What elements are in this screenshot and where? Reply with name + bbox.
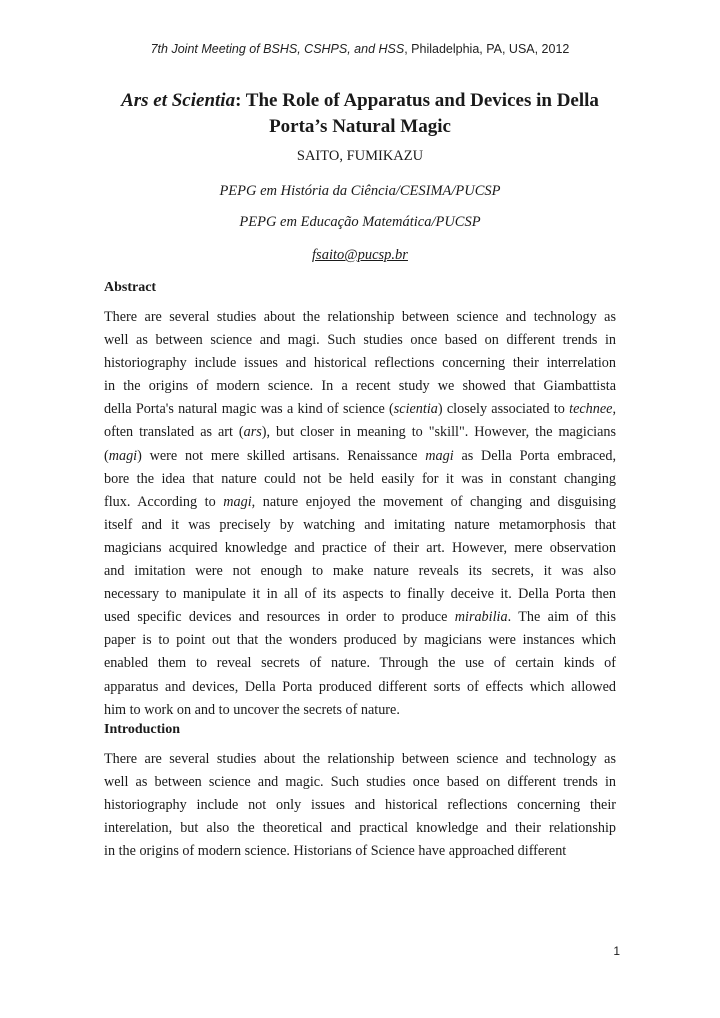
text-run: in the origins of modern science. In a recent study we showed that Giambattista: [104, 378, 616, 395]
text-run: There are several studies about the relationship between science and technology as: [104, 751, 616, 767]
text-line: [104, 840, 616, 863]
text-line: [104, 629, 616, 652]
text-run: him to work on and to uncover the secrets of nature.: [104, 701, 400, 718]
italic-term: magi: [425, 447, 454, 464]
affiliation-2: PEPG em Educação Matemática/PUCSP: [239, 214, 481, 230]
text-line: [104, 329, 616, 352]
text-line: [104, 606, 616, 629]
italic-term: magi: [223, 493, 252, 510]
text-line: [104, 398, 616, 421]
text-run: enabled them to reveal secrets of nature. Through the use of certain kinds of: [104, 655, 616, 672]
abstract-heading: Abstract: [104, 280, 157, 295]
italic-term: scientia: [393, 401, 438, 418]
text-line: [104, 352, 616, 375]
text-run: necessary to manipulate it in all of its aspects to finally deceive it. Della Porta then: [104, 586, 616, 603]
text-run: historiography include issues and historical reflections concerning their interrelation: [104, 355, 616, 372]
text-line: [104, 748, 616, 771]
italic-term: technee: [569, 401, 613, 418]
text-line: [104, 306, 616, 329]
text-run: ), but closer in meaning to "skill". However, the magicians: [261, 424, 616, 441]
text-line: [104, 537, 616, 560]
abstract-body: [104, 306, 616, 722]
text-run: ,: [612, 401, 616, 418]
text-run: paper is to point out that the wonders produced by magicians were instances which: [104, 632, 616, 649]
running-header-location: , Philadelphia, PA, USA, 2012: [404, 42, 570, 56]
text-line: [104, 491, 616, 514]
text-line: [104, 468, 616, 491]
text-run: ) were not mere skilled artisans. Renaissance: [137, 447, 426, 464]
introduction-body: [104, 748, 616, 863]
text-line: [104, 794, 616, 817]
text-run: (: [104, 447, 109, 464]
text-run: flux. According to: [104, 493, 224, 510]
text-run: apparatus and devices, Della Porta produced different sorts of effects which allowed: [104, 678, 616, 695]
paper-title: [90, 88, 630, 140]
text-line: [104, 699, 616, 722]
text-line: [104, 817, 616, 840]
text-line: [104, 375, 616, 398]
text-line: [104, 560, 616, 583]
text-line: [104, 771, 616, 794]
introduction-heading: Introduction: [104, 722, 180, 737]
text-line: [104, 445, 616, 468]
text-run: in the origins of modern science. Historians of Science have approached different: [104, 843, 567, 860]
text-run: There are several studies about the relationship between science and technology as: [104, 309, 616, 325]
paper-title-rest: : The Role of Apparatus and Devices in Della Porta’s Natural Magic: [235, 90, 599, 137]
text-run: . The aim of this: [507, 609, 616, 626]
italic-term: magi: [108, 447, 138, 464]
text-line: [104, 583, 616, 606]
text-line: [104, 514, 616, 537]
text-run: as Della Porta embraced,: [453, 447, 616, 464]
text-run: , nature enjoyed the movement of changing and disguising: [251, 493, 616, 510]
italic-term: mirabilia: [454, 609, 508, 626]
author-name: SAITO, FUMIKAZU: [296, 148, 424, 164]
affiliation-1: PEPG em História da Ciência/CESIMA/PUCSP: [219, 183, 501, 199]
running-header: [0, 42, 720, 56]
text-line: [104, 676, 616, 699]
text-run: interelation, but also the theoretical and practical knowledge and their relationship: [104, 820, 616, 837]
author-email-link[interactable]: fsaito@pucsp.br: [312, 247, 408, 263]
text-run: well as between science and magic. Such studies once based on different trends in: [104, 774, 616, 791]
text-run: bore the idea that nature could not be held easily for it was in constant changing: [104, 470, 616, 487]
text-run: used specific devices and resources in order to produce: [104, 609, 455, 626]
text-run: della Porta's natural magic was a kind of science (: [104, 401, 394, 418]
text-run: itself and it was precisely by watching and imitating nature metamorphosis that: [104, 516, 616, 533]
running-header-meeting: 7th Joint Meeting of BSHS, CSHPS, and HSS: [150, 42, 405, 56]
italic-term: ars: [243, 424, 262, 441]
text-run: and imitation were not enough to make nature reveals its secrets, it was also: [104, 563, 616, 580]
text-run: magicians acquired knowledge and practice of their art. However, mere observation: [104, 539, 616, 556]
text-run: often translated as art (: [104, 424, 244, 441]
text-run: well as between science and magi. Such studies once based on different trends in: [104, 332, 616, 349]
page-number: 1: [613, 944, 620, 958]
text-line: [104, 421, 616, 444]
text-line: [104, 652, 616, 675]
paper-title-lead: Ars et Scientia: [121, 90, 236, 111]
text-run: historiography include not only issues and historical reflections concerning their: [104, 797, 616, 814]
text-run: ) closely associated to: [437, 401, 570, 418]
